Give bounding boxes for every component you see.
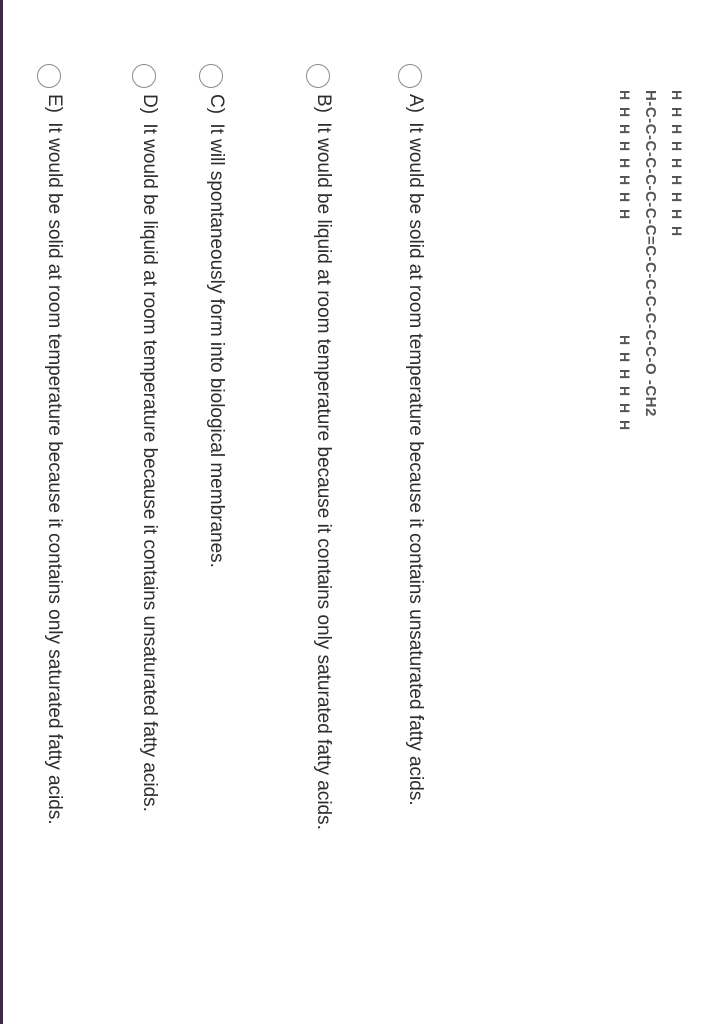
structure-backbone: H-C-C-C-C-C-C-C-C=C-C-C-C-C-C-C-O -CH2: [642, 90, 659, 417]
option-b-text: It would be liquid at room temperature because it contains only saturated fatty acids.: [313, 122, 334, 830]
option-a-text: It would be solid at room temperature because it contains unsaturated fatty acids.: [405, 122, 426, 806]
option-c-radio[interactable]: [199, 64, 223, 88]
option-e-label[interactable]: [43, 94, 65, 874]
structure-bottom-hydrogens-left: H H H H H H H H: [617, 90, 633, 221]
structure-top-hydrogens: H H H H H H H H H: [669, 90, 685, 238]
option-a-key: A): [405, 94, 426, 113]
option-b[interactable]: [306, 64, 334, 874]
option-e[interactable]: [37, 64, 65, 874]
option-b-label[interactable]: [312, 94, 334, 874]
option-c[interactable]: [199, 64, 227, 874]
option-d-radio[interactable]: [132, 64, 156, 88]
answer-options: [0, 64, 702, 1024]
option-d[interactable]: [132, 64, 160, 874]
option-b-key: B): [313, 94, 334, 113]
option-c-label[interactable]: [205, 94, 227, 874]
option-a[interactable]: [398, 64, 426, 874]
option-a-radio[interactable]: [398, 64, 422, 88]
option-c-key: C): [206, 94, 227, 115]
structure-bottom-hydrogens-right: H H H H H H: [617, 335, 633, 432]
option-d-label[interactable]: [138, 94, 160, 874]
option-d-text: It would be liquid at room temperature because it contains unsaturated fatty acids.: [139, 123, 160, 812]
option-d-key: D): [139, 94, 160, 115]
option-c-text: It will spontaneously form into biological membranes.: [206, 123, 227, 568]
option-e-text: It would be solid at room temperature because it contains only saturated fatty acids.: [44, 122, 65, 825]
option-b-radio[interactable]: [306, 64, 330, 88]
option-e-key: E): [44, 94, 65, 113]
option-e-radio[interactable]: [37, 64, 61, 88]
option-a-label[interactable]: [404, 94, 426, 874]
